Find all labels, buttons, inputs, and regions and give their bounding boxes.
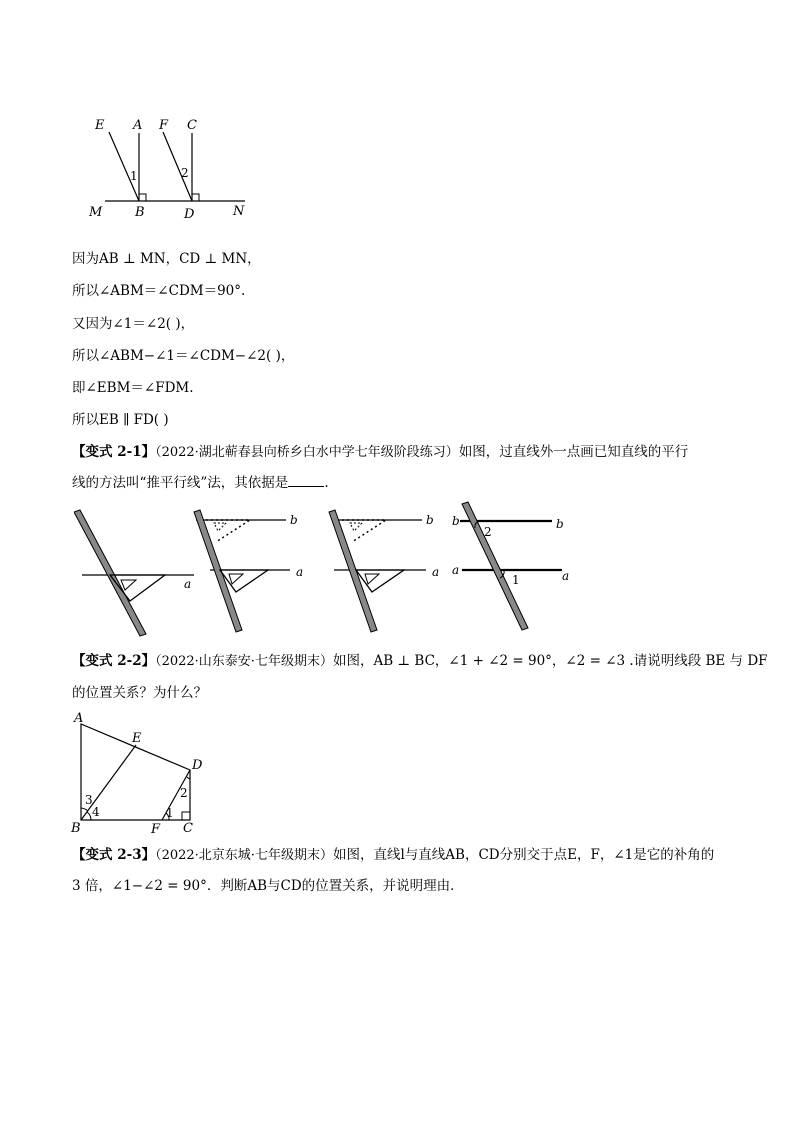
label-angle-2: 2 [180,786,188,800]
right-angle-mark-c [182,812,190,820]
label-c: C [183,821,193,836]
proof-line-6: 所以EB ∥ FD( ) [72,412,169,428]
panel-4-label-b-left: b [452,514,460,528]
panel-3-triangle-inner-dotted [350,523,362,531]
panel-4 [452,502,569,630]
variant-2-1-source: （2022·湖北蕲春县向桥乡白水中学七年级阶段练习） [155,445,459,460]
label-d: D [192,758,203,773]
label-angle-4: 4 [92,805,100,819]
panel-3-ruler [329,510,377,632]
label-f: F [159,118,169,133]
panel-4-label-b-right: b [556,517,564,531]
label-angle-1: 1 [130,169,138,183]
panel-1-label-a: a [184,577,192,591]
panel-2-label-a: a [296,565,304,579]
proof-line-3: 又因为∠1＝∠2( )， [72,316,195,332]
figure-quadrilateral [70,710,210,838]
proof-line-2: 所以∠ABM＝∠CDM＝90°. [72,283,246,299]
panel-3-triangle-dotted [342,520,386,542]
proof-line-4: 所以∠ABM−∠1＝∠CDM−∠2( )， [72,348,295,364]
variant-2-1-text-1: 如图，过直线外一点画已知直线的平行 [458,444,689,460]
label-e: E [95,118,105,133]
label-b: B [71,821,81,836]
variant-2-1-text-2-end: . [324,475,329,491]
panel-4-label-2: 2 [484,525,492,539]
figure-push-parallel [74,500,574,642]
panel-3 [329,510,439,632]
proof-line-5: 即∠EBM＝∠FDM. [72,380,194,396]
panel-3-label-a: a [432,565,440,579]
panel-3-triangle [356,570,404,592]
label-a: A [74,711,84,726]
panel-1 [74,510,194,636]
label-f: F [151,822,161,837]
panel-2-triangle-inner [229,574,243,584]
panel-1-triangle-inner [121,580,136,590]
label-a: A [133,118,143,133]
variant-2-3-text-1: 如图，直线l与直线AB，CD分别交于点E，F，∠1是它的补角的 [332,847,715,863]
label-angle-1: 1 [166,806,174,820]
right-angle-mark-b [139,194,146,201]
label-e: E [132,731,142,746]
panel-4-label-a-left: a [452,563,460,577]
label-n: N [233,204,245,219]
label-angle-2: 2 [181,166,189,180]
variant-2-3-source: （2022·北京东城·七年级期末） [155,848,333,863]
variant-2-3-line-2: 3 倍，∠1−∠2 = 90°．判断AB与CD的位置关系，并说明理由． [72,878,464,894]
panel-2-triangle-inner-dotted [214,523,226,531]
label-m: M [89,205,103,220]
segment-eb [109,132,139,201]
variant-2-3-tag: 【变式 2-3】 [72,847,156,863]
variant-2-2-line-2: 的位置关系？为什么？ [72,685,207,701]
panel-1-ruler [74,510,146,636]
arc-angle-3 [81,808,88,811]
variant-2-2-text-1: 如图，AB ⊥ BC，∠1 + ∠2 = 90°，∠2 = ∠3 .请说明线段 BE 与 DF [332,653,768,669]
label-b: B [135,205,145,220]
variant-2-3-line-1 [72,846,714,865]
label-d: D [184,207,195,222]
panel-4-label-1: 1 [512,573,520,587]
variant-2-1-line-2 [72,474,329,492]
variant-2-2-line-1 [72,652,768,671]
variant-2-2-source: （2022·山东泰安·七年级期末） [155,654,333,669]
panel-2-triangle-dotted [206,520,250,542]
panel-3-triangle-inner [365,574,379,584]
variant-2-2-tag: 【变式 2-2】 [72,653,156,669]
variant-2-1-text-2: 线的方法叫“推平行线”法，其依据是 [72,475,289,491]
segment-be [81,745,136,820]
panel-2 [194,510,303,632]
figure-perpendicular-lines [85,112,255,224]
panel-4-label-a-right: a [562,569,570,583]
panel-2-label-b: b [290,513,298,527]
label-angle-3: 3 [85,793,93,807]
arc-angle-4 [87,812,91,820]
variant-2-1-line-1 [72,443,688,462]
right-angle-mark-d [192,194,199,201]
panel-2-ruler [194,510,242,632]
variant-2-1-tag: 【变式 2-1】 [72,444,156,460]
proof-line-1: 因为AB ⊥ MN，CD ⊥ MN， [72,251,261,267]
label-c: C [187,118,197,133]
panel-3-label-b: b [426,513,434,527]
answer-blank[interactable] [288,474,324,487]
